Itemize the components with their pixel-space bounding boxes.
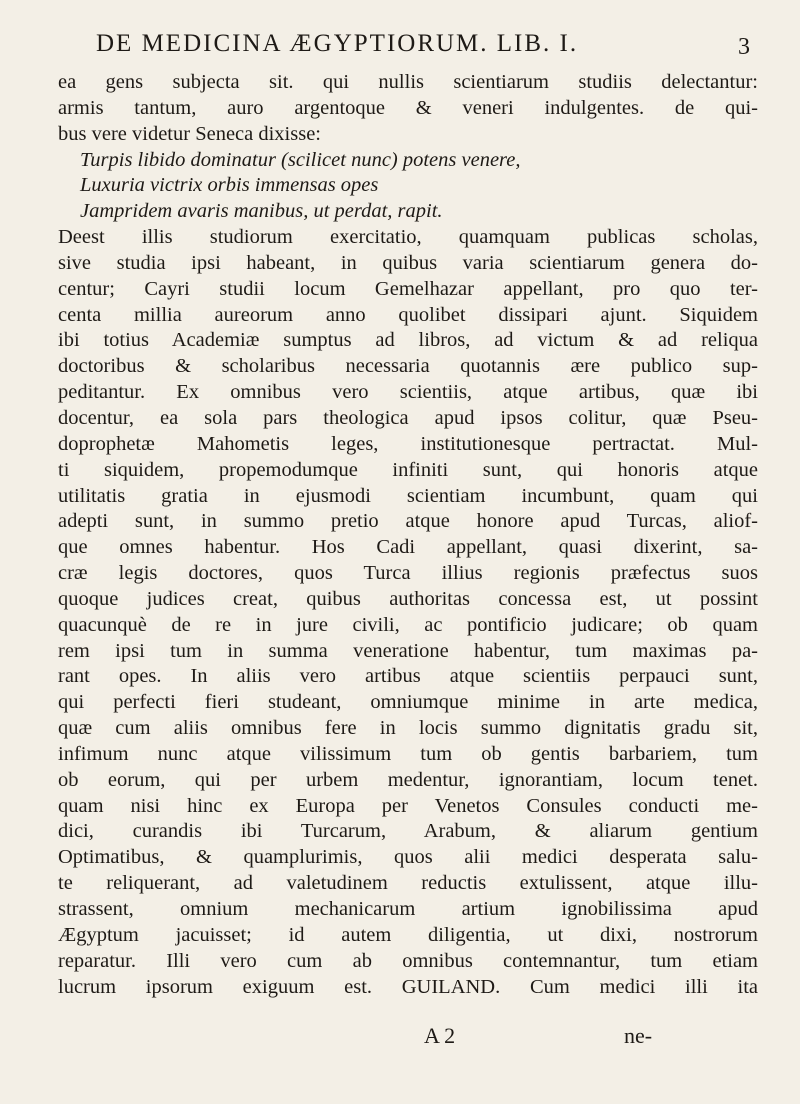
- verse-line: Turpis libido dominatur (scilicet nunc) potens venere,: [80, 148, 521, 171]
- text-line: rem ipsi tum in summa veneratione habentur, tum maximas pa-: [58, 639, 758, 662]
- text-line: docentur, ea sola pars theologica apud ipsos colitur, quæ Pseu-: [58, 406, 758, 429]
- text-line: rant opes. In aliis vero artibus atque scientiis perpauci sunt,: [58, 665, 758, 688]
- text-line: ti siquidem, propemodumque infiniti sunt, qui honoris atque: [58, 458, 758, 481]
- page-number: 3: [738, 34, 750, 60]
- text-line: strassent, omnium mechanicarum artium ignobilissima apud: [58, 898, 758, 920]
- text-line: doprophetæ Mahometis leges, institutionesque pertractat. Mul-: [58, 432, 758, 455]
- text-line: Ægyptum jacuisset; id autem diligentia, ut dixi, nostrorum: [58, 923, 758, 946]
- text-line: qui perfecti fieri studeant, omniumque minime in arte medica,: [58, 691, 758, 714]
- verse-line: Luxuria victrix orbis immensas opes: [80, 174, 379, 197]
- text-line: Deest illis studiorum exercitatio, quamquam publicas scholas,: [58, 226, 758, 249]
- catchword: ne-: [624, 1023, 653, 1048]
- text-line: sive studia ipsi habeant, in quibus varia scientiarum genera do-: [58, 251, 758, 274]
- body-text: [58, 70, 758, 1000]
- text-line: doctoribus & scholaribus necessaria quotannis ære publico sup-: [58, 355, 758, 378]
- text-line: centa millia aureorum anno quolibet dissipari ajunt. Siquidem: [58, 303, 758, 326]
- text-line: utilitatis gratia in ejusmodi scientiam incumbunt, quam qui: [58, 484, 758, 507]
- text-line: lucrum ipsorum exiguum est. GUILAND. Cum medici illi ita: [58, 975, 758, 998]
- text-line: quæ cum aliis omnibus fere in locis summo dignitatis gradu sit,: [58, 717, 758, 740]
- text-line: que omnes habentur. Hos Cadi appellant, quasi dixerint, sa-: [58, 536, 758, 559]
- text-line: ob eorum, qui per urbem medentur, ignorantiam, locum tenet.: [58, 768, 758, 791]
- text-line: quacunquè de re in jure civili, ac pontificio judicare; ob quam: [58, 613, 758, 636]
- text-line: ibi totius Academiæ sumptus ad libros, ad victum & ad reliqua: [58, 329, 758, 352]
- signature-mark: A 2: [424, 1023, 456, 1048]
- text-line: Optimatibus, & quamplurimis, quos alii medici desperata salu-: [58, 846, 758, 869]
- text-line: reparatur. Illi vero cum ab omnibus contemnantur, tum etiam: [58, 949, 758, 972]
- text-line: ea gens subjecta sit. qui nullis scientiarum studiis delectantur:: [58, 71, 758, 93]
- text-line: quam nisi hinc ex Europa per Venetos Consules conducti me-: [58, 794, 758, 817]
- text-line: infimum nunc atque vilissimum tum ob gentis barbariem, tum: [58, 742, 758, 765]
- verse-line: Jampridem avaris manibus, ut perdat, rapit.: [80, 200, 443, 223]
- text-line: dici, curandis ibi Turcarum, Arabum, & aliarum gentium: [58, 820, 758, 843]
- footer-line: [0, 1023, 800, 1053]
- text-line: peditantur. Ex omnibus vero scientiis, atque artibus, quæ ibi: [58, 381, 758, 404]
- text-line: centur; Cayri studii locum Gemelhazar appellant, pro quo ter-: [58, 277, 758, 300]
- text-line: bus vere videtur Seneca dixisse:: [58, 122, 322, 145]
- running-title: DE MEDICINA ÆGYPTIORUM. LIB. I.: [96, 30, 579, 57]
- text-line: armis tantum, auro argentoque & veneri indulgentes. de qui-: [58, 96, 758, 119]
- text-line: te reliquerant, ad valetudinem reductis extulissent, atque illu-: [58, 872, 758, 895]
- text-line: quoque judices creat, quibus authoritas concessa est, ut possint: [58, 587, 758, 610]
- text-line: cræ legis doctores, quos Turca illius regionis præfectus suos: [58, 562, 758, 585]
- text-line: adepti sunt, in summo pretio atque honore apud Turcas, aliof-: [58, 510, 758, 533]
